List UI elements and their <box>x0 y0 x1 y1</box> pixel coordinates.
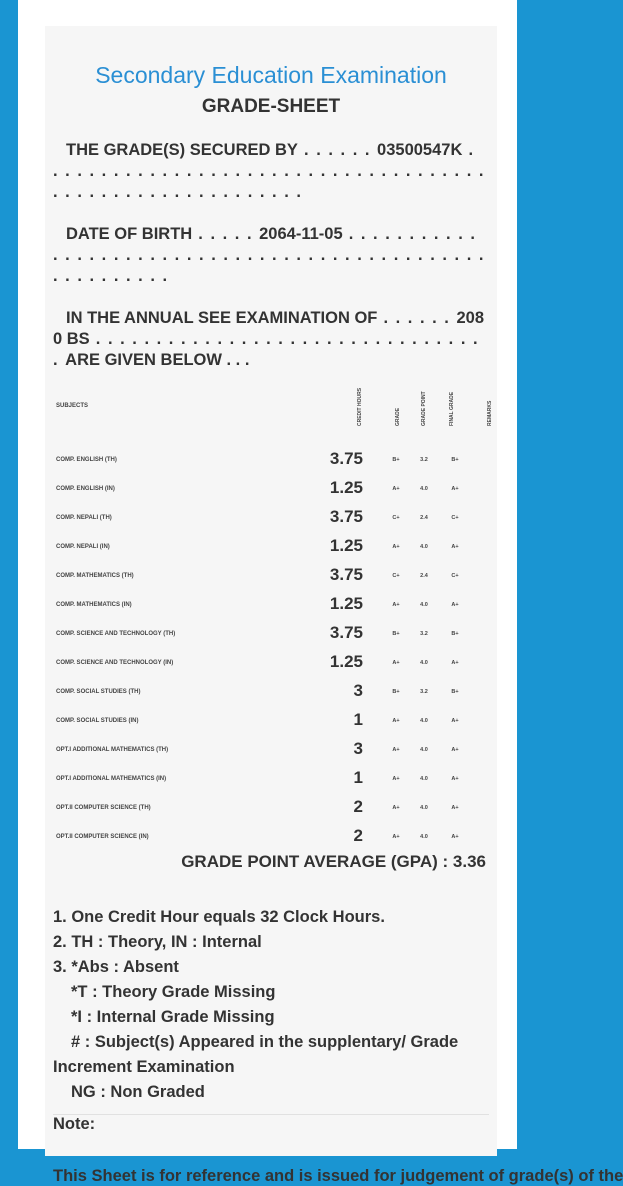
credit-hours: 1 <box>353 710 363 729</box>
dob-line <box>53 224 485 284</box>
grade-point: 2.4 <box>420 573 428 579</box>
final-grade: A+ <box>451 747 459 753</box>
grade-point: 2.4 <box>420 515 428 521</box>
gpa-label: GRADE POINT AVERAGE (GPA) : <box>181 852 453 871</box>
credit-hours: 3.75 <box>329 507 363 526</box>
dob-value: 2064-11-05 <box>259 225 343 243</box>
subject-name: COMP. SOCIAL STUDIES (IN) <box>56 718 139 724</box>
table-row <box>53 592 483 621</box>
final-grade: A+ <box>451 776 459 782</box>
final-grade: C+ <box>451 573 459 579</box>
credit-hours: 3.75 <box>329 623 363 642</box>
note-cutoff-text: This Sheet is for reference and is issued for judgement of grade(s) of the <box>53 1167 623 1185</box>
grade-point: 4.0 <box>420 602 428 608</box>
note-internal-missing: *I : Internal Grade Missing <box>71 1008 275 1026</box>
subject-name: COMP. SCIENCE AND TECHNOLOGY (IN) <box>56 660 174 666</box>
final-grade: A+ <box>451 660 459 666</box>
final-grade: A+ <box>451 718 459 724</box>
table-row <box>53 621 483 650</box>
secured-by-label: THE GRADE(S) SECURED BY <box>66 141 298 159</box>
credit-hours: 2 <box>353 797 363 816</box>
final-grade: C+ <box>451 515 459 521</box>
dob-label: DATE OF BIRTH <box>66 225 193 243</box>
note-abs: 3. *Abs : Absent <box>53 958 179 976</box>
table-row <box>53 505 483 534</box>
table-row <box>53 737 483 766</box>
subject-name: COMP. MATHEMATICS (TH) <box>56 573 134 579</box>
grade-point: 4.0 <box>420 805 428 811</box>
exam-label: IN THE ANNUAL SEE EXAMINATION OF <box>66 309 378 327</box>
subject-name: COMP. ENGLISH (TH) <box>56 457 117 463</box>
secured-by-trailing-dots: . . . . . . . . . . . . . . . . . . . . . . . . . . . . . . . . . . . . . . . . . . . . . . . . . . . . . . . . . . <box>53 141 485 201</box>
note-credit-hour: 1. One Credit Hour equals 32 Clock Hours. <box>53 908 385 926</box>
grade: A+ <box>392 747 400 753</box>
subject-name: COMP. NEPALI (IN) <box>56 544 110 550</box>
credit-hours: 3 <box>353 739 363 758</box>
table-row <box>53 766 483 795</box>
grade: A+ <box>392 660 400 666</box>
header-remarks: REMARKS <box>487 400 493 426</box>
grade-point: 3.2 <box>420 689 428 695</box>
page <box>18 0 623 1185</box>
note-theory-missing: *T : Theory Grade Missing <box>71 983 276 1001</box>
table-row <box>53 534 483 563</box>
credit-hours: 1.25 <box>329 594 363 613</box>
grade: B+ <box>392 457 400 463</box>
table-header <box>53 387 493 436</box>
grade-point: 3.2 <box>420 457 428 463</box>
table-row <box>53 679 483 708</box>
credit-hours: 3.75 <box>329 449 363 468</box>
subject-name: OPT.II COMPUTER SCIENCE (TH) <box>56 805 151 811</box>
final-grade: B+ <box>451 631 459 637</box>
grade-point: 4.0 <box>420 718 428 724</box>
header-grade-point: GRADE POINT <box>421 391 427 426</box>
credit-hours: 3.75 <box>329 565 363 584</box>
grade: A+ <box>392 776 400 782</box>
grade-point: 3.2 <box>420 631 428 637</box>
credit-hours: 2 <box>353 826 363 845</box>
divider <box>53 1114 489 1115</box>
table-row <box>53 708 483 737</box>
exam-trailing-dots: . . . . . . . . . . . . . . . . . . . . . . . . . . . . . . . . . <box>53 330 480 369</box>
credit-hours: 1.25 <box>329 478 363 497</box>
final-grade: A+ <box>451 602 459 608</box>
credit-hours: 1.25 <box>329 536 363 555</box>
final-grade: A+ <box>451 486 459 492</box>
grade-sheet-card <box>45 26 623 1185</box>
grade: A+ <box>392 544 400 550</box>
exam-tail: ARE GIVEN BELOW . . . <box>65 351 250 369</box>
exam-line <box>53 308 485 371</box>
grade-point: 4.0 <box>420 660 428 666</box>
grade-point: 4.0 <box>420 834 428 840</box>
subject-name: COMP. MATHEMATICS (IN) <box>56 602 132 608</box>
grade: B+ <box>392 689 400 695</box>
header-subjects: SUBJECTS <box>56 403 89 409</box>
dob-dots: . . . . . <box>192 225 260 243</box>
credit-hours: 3 <box>353 681 363 700</box>
grade: C+ <box>392 573 400 579</box>
final-grade: A+ <box>451 544 459 550</box>
subject-name: OPT.I ADDITIONAL MATHEMATICS (TH) <box>56 747 169 753</box>
credit-hours: 1.25 <box>329 652 363 671</box>
page-subtitle: GRADE-SHEET <box>201 96 341 117</box>
header-credit-hours: CREDIT HOURS <box>357 387 363 426</box>
grade-point: 4.0 <box>420 486 428 492</box>
symbol-number: 03500547K <box>377 141 463 159</box>
header-final-grade: FINAL GRADE <box>449 391 455 426</box>
table-row <box>53 563 483 592</box>
page-title: Secondary Education Examination <box>95 62 447 88</box>
subject-name: COMP. SOCIAL STUDIES (TH) <box>56 689 141 695</box>
grade-point: 4.0 <box>420 544 428 550</box>
subject-name: OPT.II COMPUTER SCIENCE (IN) <box>56 834 149 840</box>
table-row <box>53 447 483 476</box>
grade-point: 4.0 <box>420 776 428 782</box>
credit-hours: 1 <box>353 768 363 787</box>
final-grade: A+ <box>451 805 459 811</box>
gpa-line <box>45 852 486 872</box>
table-row <box>53 824 483 853</box>
secured-by-dots: . . . . . . <box>297 141 378 159</box>
final-grade: A+ <box>451 834 459 840</box>
exam-year: 2080 BS <box>53 309 485 348</box>
note-th-in: 2. TH : Theory, IN : Internal <box>53 933 262 951</box>
subject-name: OPT.I ADDITIONAL MATHEMATICS (IN) <box>56 776 167 782</box>
grade: A+ <box>392 805 400 811</box>
note-supplementary: # : Subject(s) Appeared in the supplentary/ Grade Increment Examination <box>53 1033 459 1076</box>
grade: C+ <box>392 515 400 521</box>
notes-list <box>53 905 493 1105</box>
marks-table <box>53 387 493 845</box>
table-row <box>53 795 483 824</box>
note-non-graded: NG : Non Graded <box>71 1083 205 1101</box>
grade: B+ <box>392 631 400 637</box>
grade: A+ <box>392 718 400 724</box>
final-grade: B+ <box>451 689 459 695</box>
exam-dots: . . . . . . <box>377 309 457 327</box>
secured-by-line <box>53 140 485 203</box>
subject-name: COMP. SCIENCE AND TECHNOLOGY (TH) <box>56 631 176 637</box>
grade: A+ <box>392 602 400 608</box>
gpa-value: 3.36 <box>452 852 486 871</box>
dob-trailing-dots: . . . . . . . . . . . . . . . . . . . . . . . . . . . . . . . . . . . . . . . . . . . . . . . . . . . . . . . . . <box>53 225 485 285</box>
grade: A+ <box>392 834 400 840</box>
table-row <box>53 650 483 679</box>
subject-name: COMP. NEPALI (TH) <box>56 515 112 521</box>
grade-point: 4.0 <box>420 747 428 753</box>
note-heading: Note: <box>53 1115 96 1133</box>
final-grade: B+ <box>451 457 459 463</box>
grade: A+ <box>392 486 400 492</box>
table-row <box>53 476 483 505</box>
subject-name: COMP. ENGLISH (IN) <box>56 486 115 492</box>
header-grade: GRADE <box>395 407 401 426</box>
